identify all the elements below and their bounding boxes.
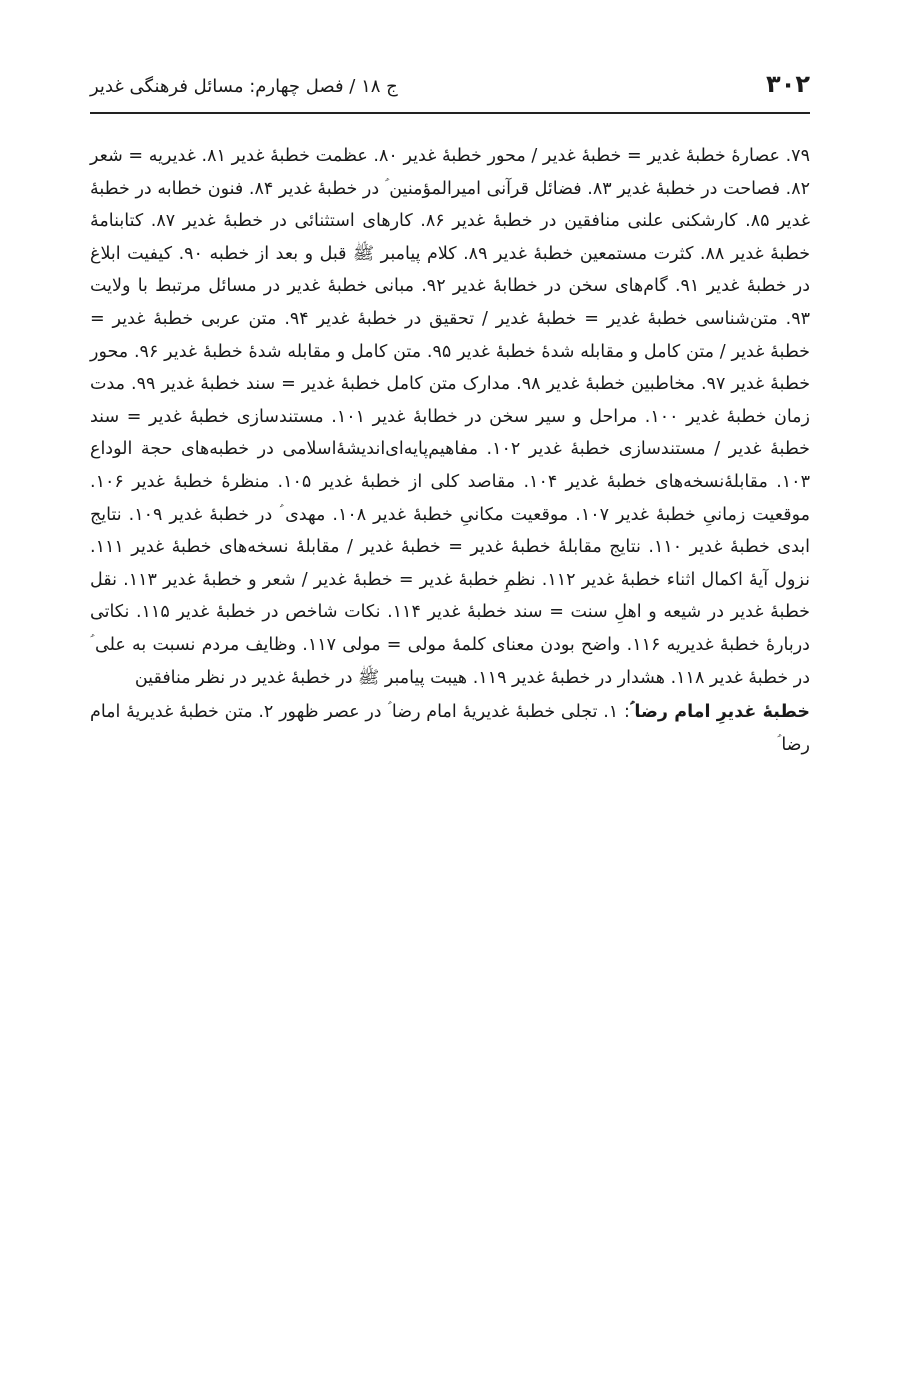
entry-heading: خطبۀ غدیرِ امام رضا ؑ bbox=[629, 702, 810, 723]
entry-text: : ۱. تجلی خطبۀ غدیریۀ امام رضا ؑ در عصر ظهور ۲. متن خطبۀ غدیریۀ امام رضا ؑ bbox=[90, 702, 810, 755]
page-header bbox=[90, 68, 810, 114]
entry-imam-reza bbox=[90, 696, 810, 761]
running-title: ج ۱۸ / فصل چهارم: مسائل فرهنگی غدیر bbox=[90, 76, 398, 97]
page-body bbox=[90, 140, 810, 761]
topic-list-paragraph: ۷۹. عصارۀ خطبۀ غدیر = خطبۀ غدیر / محور خطبۀ غدیر ۸۰. عظمت خطبۀ غدیر ۸۱. غدیریه = شعر ۸۲. فصاحت در خطبۀ غدیر ۸۳. فضائل قرآنی امیرالمؤمنین ؑ در خطبۀ غدیر ۸۴. فنون خطابه در خطبۀ غدیر ۸۵. کارشکنی علنی منافقین در خطبۀ غدیر ۸۶. کارهای استثنائی در خطبۀ غدیر ۸۷. کتابنامۀ خطبۀ غدیر ۸۸. کثرت مستمعین خطبۀ غدیر ۸۹. کلام پیامبر ﷺ قبل و بعد از خطبه ۹۰. کیفیت ابلاغ در خطبۀ غدیر ۹۱. گام‌های سخن در خطابۀ غدیر ۹۲. مبانی خطبۀ غدیر در مسائل مرتبط با ولایت ۹۳. متن‌شناسی خطبۀ غدیر = خطبۀ غدیر / تحقیق در خطبۀ غدیر ۹۴. متن عربی خطبۀ غدیر = خطبۀ غدیر / متن کامل و مقابله شدۀ خطبۀ غدیر ۹۵. متن کامل و مقابله شدۀ خطبۀ غدیر ۹۶. محور خطبۀ غدیر ۹۷. مخاطبین خطبۀ غدیر ۹۸. مدارک متن کامل خطبۀ غدیر = سند خطبۀ غدیر ۹۹. مدت زمان خطبۀ غدیر ۱۰۰. مراحل و سیر سخن در خطابۀ غدیر ۱۰۱. مستندسازی خطبۀ غدیر = سند خطبۀ غدیر / مستندسازی خطبۀ غدیر ۱۰۲. مفاهیم‌پایه‌ای‌اندیشۀ‌اسلامی در خطبه‌های حجة الوداع ۱۰۳. مقابلۀ‌نسخه‌های خطبۀ غدیر ۱۰۴. مقاصد کلی از خطبۀ غدیر ۱۰۵. منظرۀ خطبۀ غدیر ۱۰۶. موقعیت زمانیِ خطبۀ غدیر ۱۰۷. موقعیت مکانیِ خطبۀ غدیر ۱۰۸. مهدی ؑ در خطبۀ غدیر ۱۰۹. نتایج ابدی خطبۀ غدیر ۱۱۰. نتایج مقابلۀ خطبۀ غدیر = خطبۀ غدیر / مقابلۀ نسخه‌های خطبۀ غدیر ۱۱۱. نزول آیۀ اکمال اثناء خطبۀ غدیر ۱۱۲. نظمِ خطبۀ غدیر = خطبۀ غدیر / شعر و خطبۀ غدیر ۱۱۳. نقل خطبۀ غدیر در شیعه و اهلِ سنت = سند خطبۀ غدیر ۱۱۴. نکات شاخص در خطبۀ غدیر ۱۱۵. نکاتی دربارۀ خطبۀ غدیریه ۱۱۶. واضح بودن معنای کلمۀ مولی = مولی ۱۱۷. وظایف مردم نسبت به علی ؑ در خطبۀ غدیر ۱۱۸. هشدار در خطبۀ غدیر ۱۱۹. هیبت پیامبر ﷺ در خطبۀ غدیر در نظر منافقین bbox=[90, 146, 811, 688]
page-number: ۳۰۲ bbox=[766, 70, 810, 98]
